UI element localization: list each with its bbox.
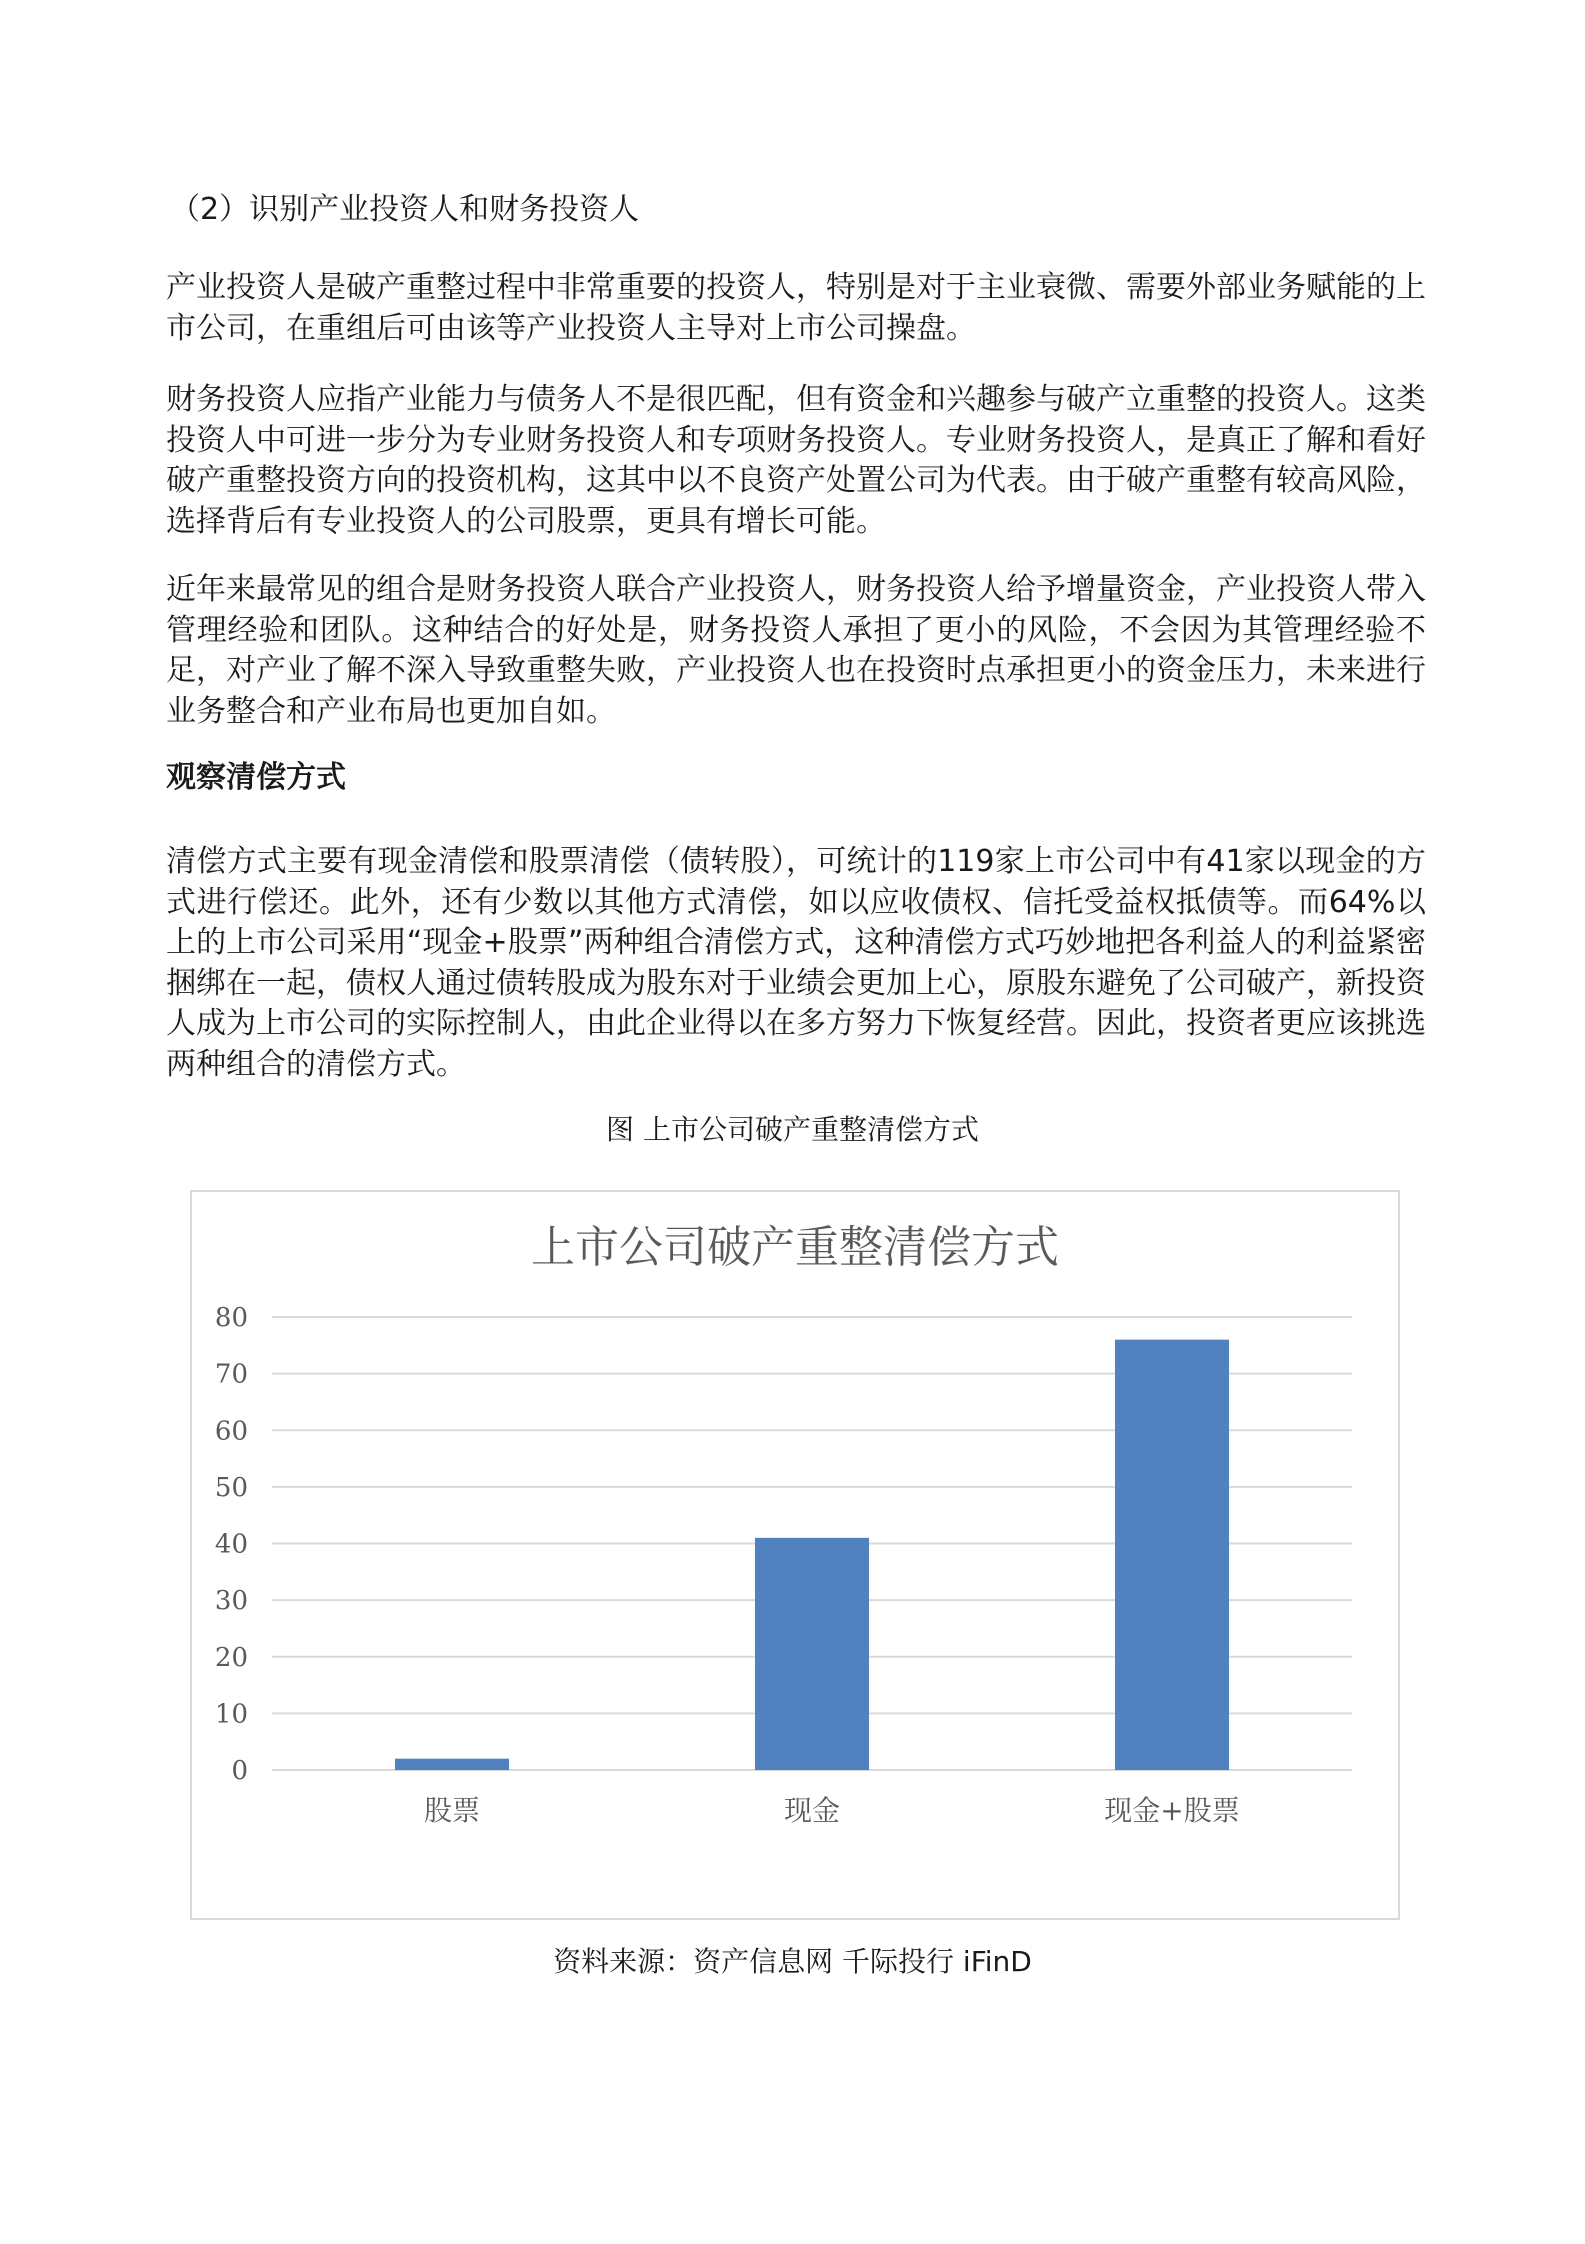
paragraph-industry-investor: 产业投资人是破产重整过程中非常重要的投资人，特别是对于主业衰微、需要外部业务赋能的上市公司，在重组后可由该等产业投资人主导对上市公司操盘。 [166, 270, 1426, 346]
figure-caption: 图 上市公司破产重整清偿方式 [606, 1113, 979, 1146]
chart-container [190, 1190, 1400, 1920]
paragraph-combination: 近年来最常见的组合是财务投资人联合产业投资人，财务投资人给予增量资金，产业投资人带入管理经验和团队。这种结合的好处是，财务投资人承担了更小的风险，不会因为其管理经验不足，对产业了解不深入导致重整失败，产业投资人也在投资时点承担更小的资金压力，未来进行业务整合和产业布局也更加自如。 [166, 572, 1426, 729]
y-tick-label: 70 [214, 1359, 248, 1390]
x-tick-label: 现金 [783, 1794, 841, 1827]
y-tick-label: 50 [214, 1472, 248, 1503]
bar-3 [1115, 1340, 1229, 1770]
source-note: 资料来源：资产信息网 千际投行 iFinD [553, 1945, 1032, 1978]
chart-title: 上市公司破产重整清偿方式 [531, 1222, 1059, 1273]
section-subheading: （2）识别产业投资人和财务投资人 [170, 192, 640, 227]
section-heading: 观察清偿方式 [166, 760, 346, 795]
bar-1 [395, 1759, 509, 1770]
x-tick-label: 现金+股票 [1104, 1794, 1240, 1827]
x-tick-label: 股票 [423, 1794, 481, 1827]
paragraph-repayment: 清偿方式主要有现金清偿和股票清偿（债转股），可统计的119家上市公司中有41家以现金的方式进行偿还。此外，还有少数以其他方式清偿，如以应收债权、信托受益权抵债等。而64%以上的上市公司采用“现金+股票”两种组合清偿方式，这种清偿方式巧妙地把各利益人的利益紧密捆绑在一起，债权人通过债转股成为股东对于业绩会更加上心，原股东避免了公司破产，新投资人成为上市公司的实际控制人，由此企业得以在多方努力下恢复经营。因此，投资者更应该挑选两种组合的清偿方式。 [166, 844, 1426, 1082]
y-tick-label: 40 [214, 1529, 248, 1560]
bar-chart [192, 1192, 1398, 1918]
y-tick-label: 80 [214, 1303, 248, 1333]
y-tick-label: 30 [214, 1586, 248, 1617]
y-tick-label: 0 [231, 1756, 248, 1786]
bar-2 [755, 1538, 869, 1770]
paragraph-financial-investor: 财务投资人应指产业能力与债务人不是很匹配，但有资金和兴趣参与破产立重整的投资人。这类投资人中可进一步分为专业财务投资人和专项财务投资人。专业财务投资人，是真正了解和看好破产重整投资方向的投资机构，这其中以不良资产处置公司为代表。由于破产重整有较高风险，选择背后有专业投资人的公司股票，更具有增长可能。 [166, 382, 1426, 539]
y-tick-label: 20 [214, 1642, 248, 1673]
y-tick-label: 10 [214, 1699, 248, 1730]
y-tick-label: 60 [214, 1416, 248, 1447]
